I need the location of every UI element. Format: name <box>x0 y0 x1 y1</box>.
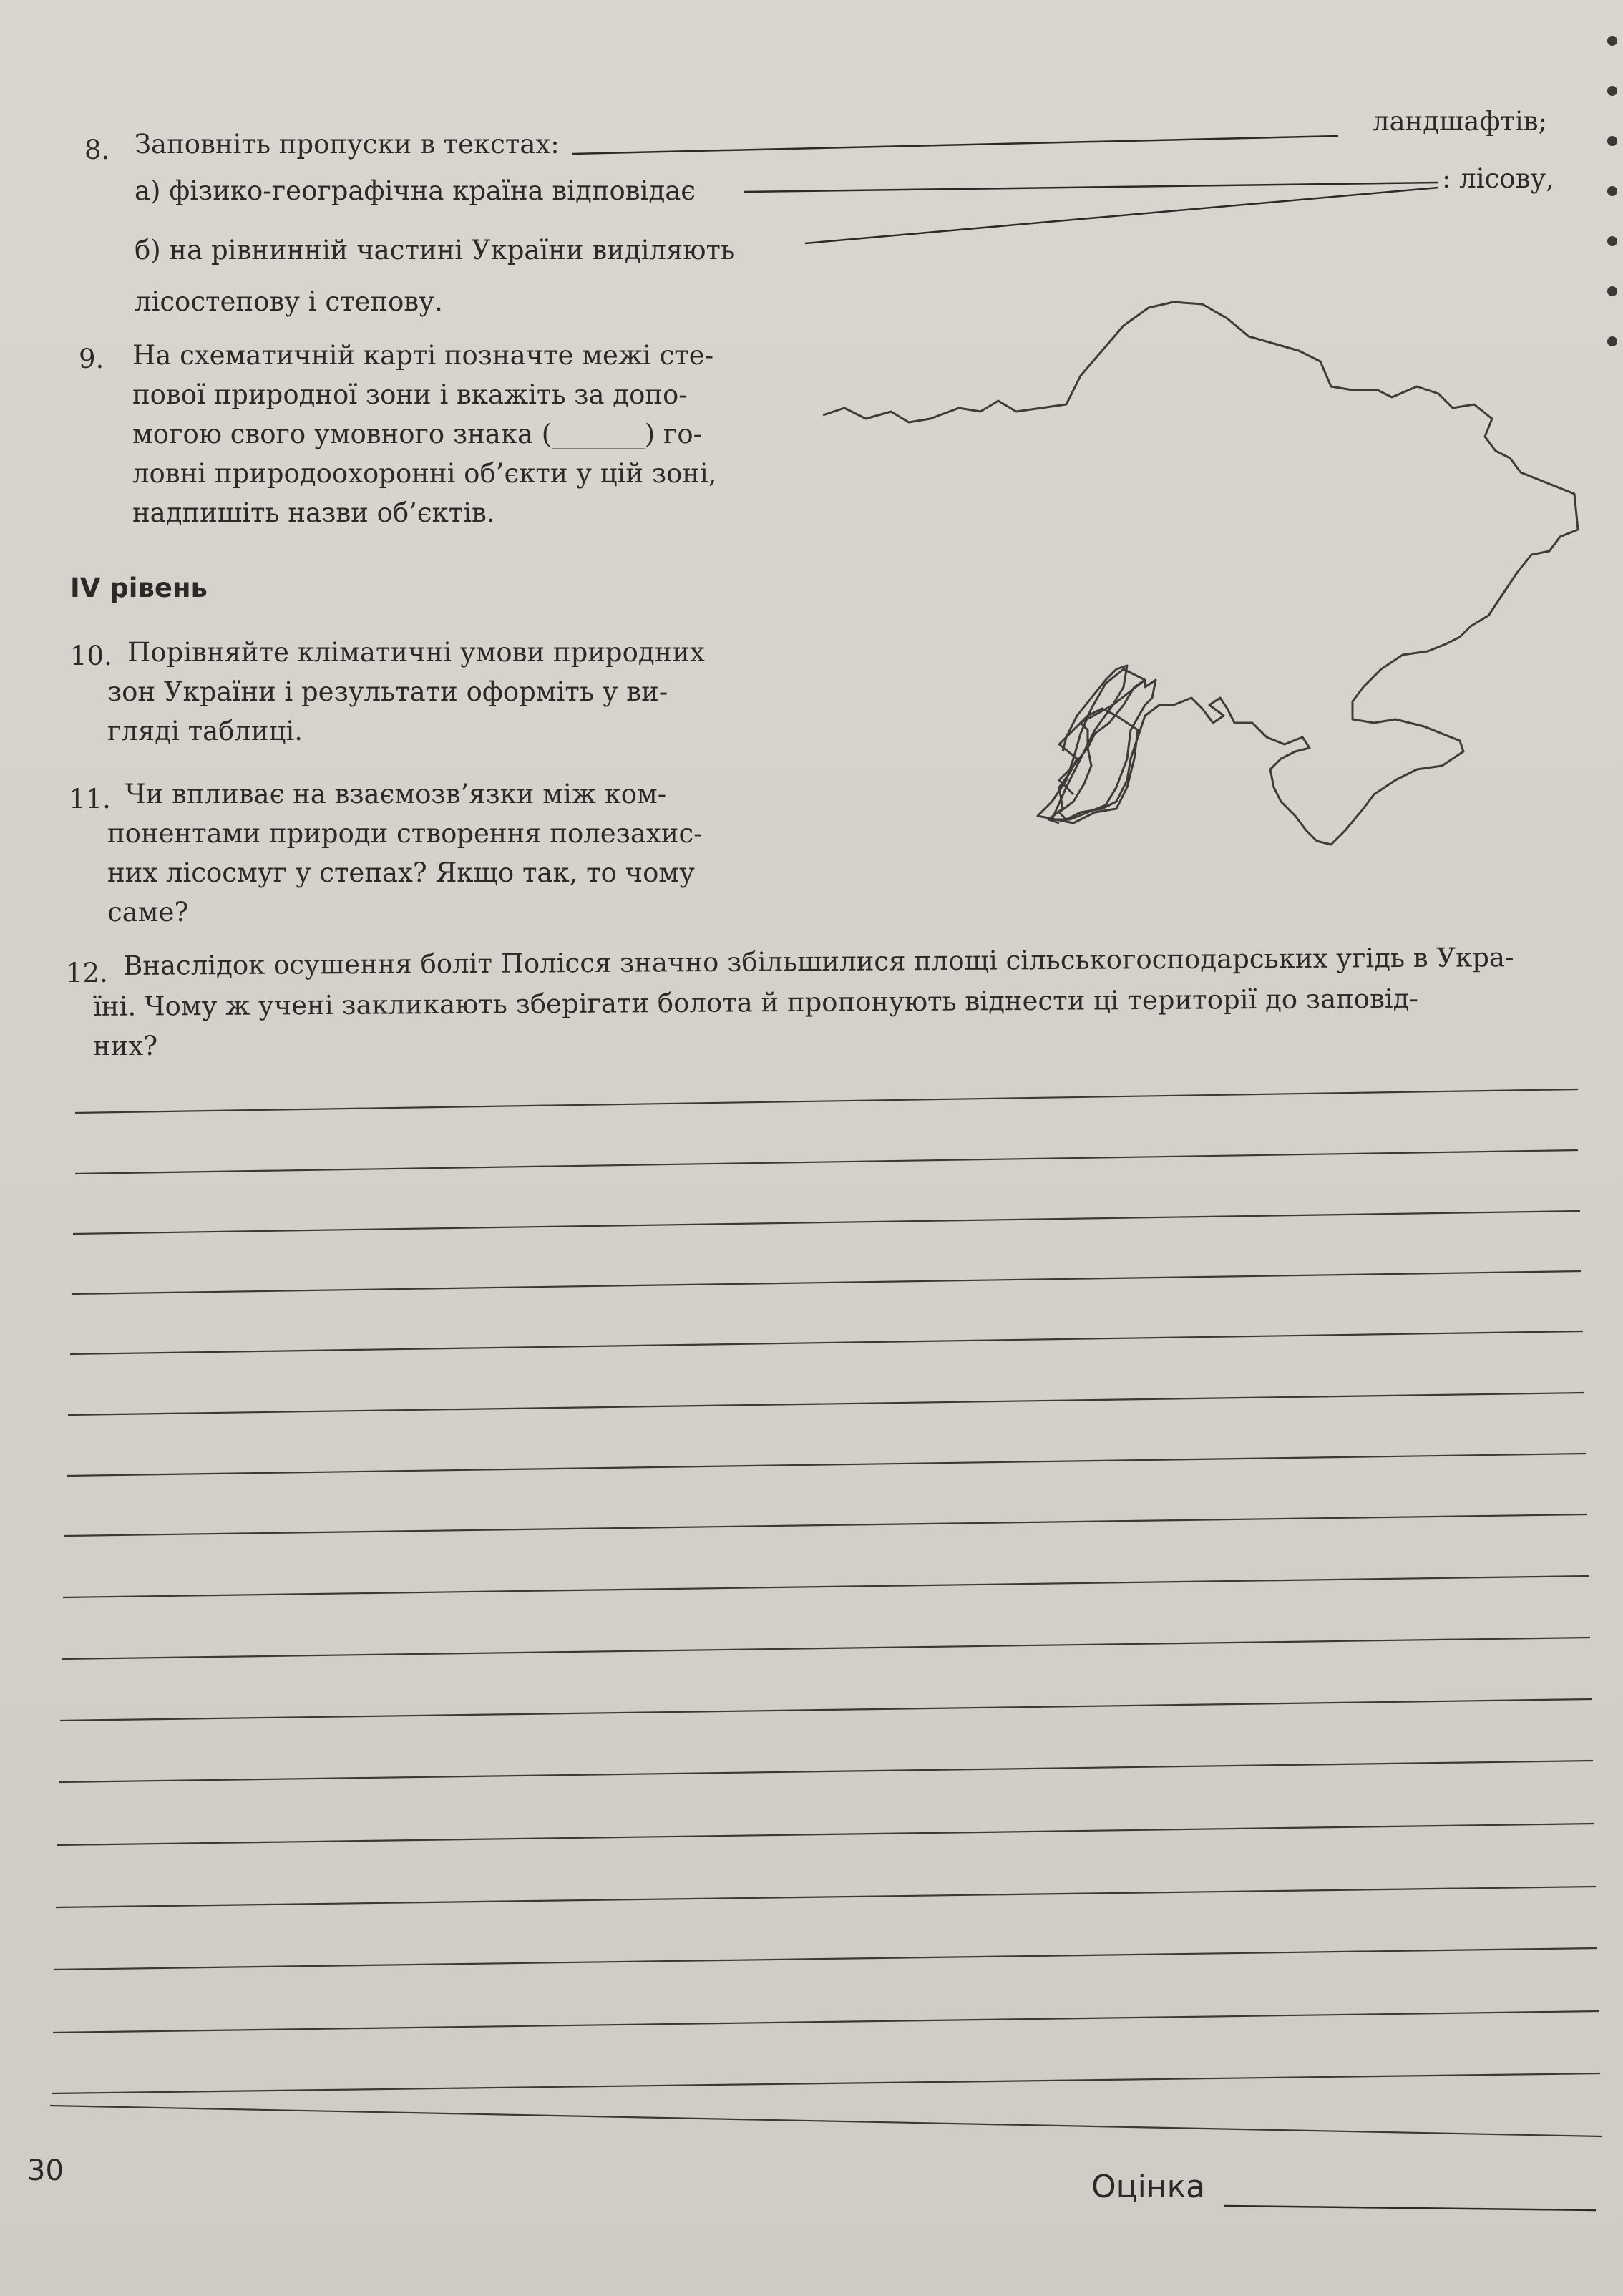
q11-line-1: Чи впливає на взаємозв’язки між ком- <box>125 779 667 809</box>
q8-title-blank[interactable] <box>572 136 1338 154</box>
q10-line-3: гляді таблиці. <box>107 716 303 746</box>
answer-lines <box>50 1089 1602 2136</box>
answer-line[interactable] <box>75 1089 1578 1113</box>
q10-number: 10. <box>70 641 112 671</box>
grade-blank[interactable] <box>1224 2206 1596 2210</box>
answer-line[interactable] <box>60 1699 1592 1721</box>
q12-number: 12. <box>66 958 108 988</box>
q8-b-blank[interactable] <box>805 188 1438 243</box>
answer-line[interactable] <box>64 1514 1587 1536</box>
answer-line[interactable] <box>63 1576 1589 1597</box>
answer-line[interactable] <box>70 1331 1583 1354</box>
q9-number: 9. <box>79 344 104 374</box>
q9-line-2: пової природної зони і вкажіть за допо- <box>132 379 688 410</box>
q9-line-5: надпишіть назви об’єктів. <box>132 497 495 528</box>
answer-line[interactable] <box>59 1761 1593 1782</box>
q10-line-2: зон України і результати оформіть у ви- <box>107 676 668 707</box>
ukraine-map-outline[interactable] <box>823 302 1578 845</box>
q8-b-end: : лісову, <box>1442 163 1554 194</box>
level-heading: IV рівень <box>70 573 208 603</box>
q8-number: 8. <box>84 135 110 165</box>
grade-label: Оцінка <box>1091 2169 1206 2205</box>
q12-line-3: них? <box>93 1031 158 1061</box>
q8-a-blank[interactable] <box>744 183 1438 192</box>
answer-line[interactable] <box>67 1454 1586 1476</box>
q8-a-text: а) фізико-географічна країна відповідає <box>135 175 696 206</box>
q11-line-4: саме? <box>107 897 189 928</box>
answer-line[interactable] <box>62 1638 1590 1659</box>
q9-line-3: могою свого умовного знака (_______) го- <box>132 419 703 449</box>
q8-b-continuation: лісостепову і степову. <box>135 286 443 317</box>
q8-title: Заповніть пропуски в текстах: <box>135 129 560 160</box>
answer-line[interactable] <box>72 1271 1581 1294</box>
q12-line-1: Внаслідок осушення боліт Полісся значно збільшилися площі сільськогосподарських угідь в Укра- <box>123 942 1514 981</box>
answer-line[interactable] <box>52 2073 1600 2093</box>
q9-line-4: ловні природоохоронні об’єкти у цій зоні, <box>132 458 717 489</box>
q9-line-1: На схематичній карті позначте межі сте- <box>132 340 714 371</box>
answer-line[interactable] <box>54 1948 1597 1970</box>
q11-number: 11. <box>69 784 111 814</box>
q8-b-text: б) на рівнинній частині України виділяють <box>135 235 736 266</box>
answer-line[interactable] <box>75 1150 1578 1174</box>
q11-line-3: них лісосмуг у степах? Якщо так, то чому <box>107 857 695 888</box>
answer-line[interactable] <box>73 1211 1580 1234</box>
page-number: 30 <box>27 2154 64 2187</box>
answer-line[interactable] <box>57 1824 1594 1845</box>
q10-line-1: Порівняйте кліматичні умови природних <box>127 637 705 668</box>
answer-line[interactable] <box>53 2011 1599 2033</box>
answer-line[interactable] <box>56 1887 1596 1907</box>
answer-line[interactable] <box>68 1393 1584 1415</box>
q8-a-end: ландшафтів; <box>1373 106 1548 137</box>
q12-line-2: їні. Чому ж учені закликають зберігати болота й пропонують віднести ці території до заповід- <box>93 983 1419 1022</box>
q11-line-2: понентами природи створення полезахис- <box>107 818 703 849</box>
answer-line[interactable] <box>50 2106 1602 2136</box>
